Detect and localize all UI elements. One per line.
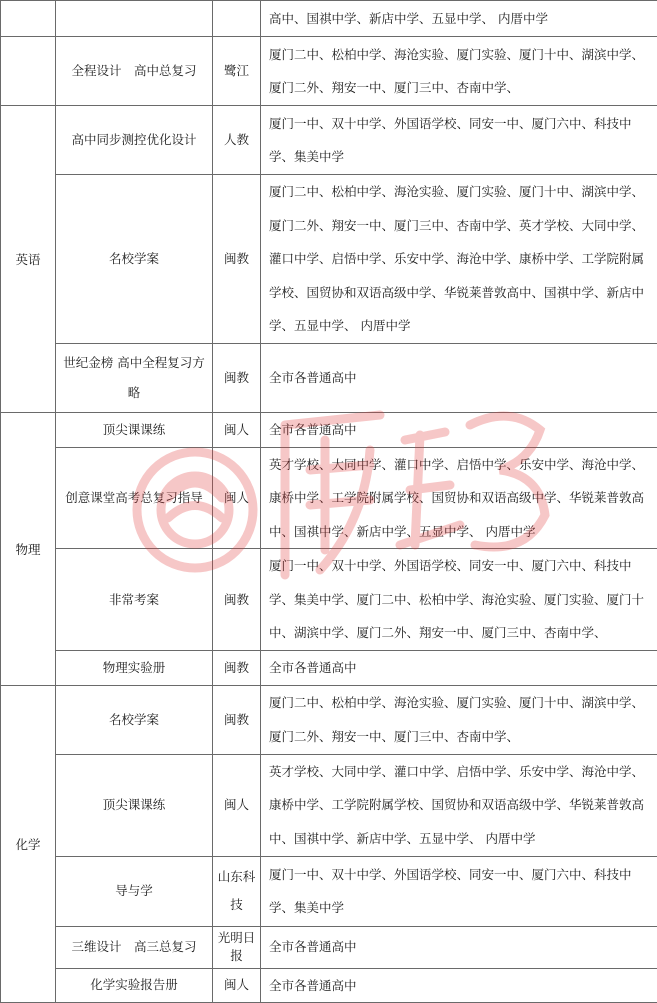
table-row — [1, 106, 657, 175]
table-row — [1, 37, 657, 106]
schools-cell: 全市各普通高中 — [261, 651, 657, 686]
table-row — [1, 549, 657, 651]
schools-cell: 全市各普通高中 — [261, 344, 657, 413]
book-cell: 三维设计 高三总复习 — [56, 926, 213, 968]
table-row — [1, 344, 657, 413]
publisher-cell: 光明日报 — [213, 926, 261, 968]
publisher-cell: 闽人 — [213, 968, 261, 1003]
book-cell: 顶尖课课练 — [56, 413, 213, 448]
publisher-cell: 闽教 — [213, 344, 261, 413]
publisher-cell: 闽教 — [213, 549, 261, 651]
book-cell: 名校学案 — [56, 175, 213, 344]
schools-cell: 英才学校、大同中学、灌口中学、启悟中学、乐安中学、海沧中学、康桥中学、工学院附属学校、国贸协和双语高级中学、华锐莱普敦高中、国祺中学、新店中学、五显中学、 内厝中学 — [261, 754, 657, 856]
book-cell — [56, 1, 213, 37]
book-cell: 物理实验册 — [56, 651, 213, 686]
table-row — [1, 685, 657, 754]
subject-cell-physics: 物理 — [1, 413, 56, 686]
book-cell: 全程设计 高中总复习 — [56, 37, 213, 106]
book-cell: 非常考案 — [56, 549, 213, 651]
schools-cell: 厦门一中、双十中学、外国语学校、同安一中、厦门六中、科技中学、集美中学 — [261, 106, 657, 175]
table-row — [1, 413, 657, 448]
table-row — [1, 1, 657, 37]
table-row — [1, 856, 657, 926]
publisher-cell: 人教 — [213, 106, 261, 175]
schools-cell: 厦门二中、松柏中学、海沧实验、厦门实验、厦门十中、湖滨中学、厦门二外、翔安一中、厦门三中、杏南中学、 — [261, 37, 657, 106]
schools-cell: 厦门一中、双十中学、外国语学校、同安一中、厦门六中、科技中学、集美中学 — [261, 856, 657, 926]
book-cell: 顶尖课课练 — [56, 754, 213, 856]
schools-cell: 厦门二中、松柏中学、海沧实验、厦门实验、厦门十中、湖滨中学、厦门二外、翔安一中、厦门三中、杏南中学、英才学校、大同中学、灌口中学、启悟中学、乐安中学、海沧中学、康桥中学、工学院附属学校、国贸协和双语高级中学、华锐莱普敦高中、国祺中学、新店中学、五显中学、 内厝中学 — [261, 175, 657, 344]
schools-cell: 厦门一中、双十中学、外国语学校、同安一中、厦门六中、科技中学、集美中学、厦门二中、松柏中学、海沧实验、厦门实验、厦门十中、湖滨中学、厦门二外、翔安一中、厦门三中、杏南中学、 — [261, 549, 657, 651]
book-cell: 高中同步测控优化设计 — [56, 106, 213, 175]
subject-cell — [1, 37, 56, 106]
book-cell: 世纪金榜 高中全程复习方略 — [56, 344, 213, 413]
publisher-cell: 闽人 — [213, 754, 261, 856]
schools-cell: 厦门二中、松柏中学、海沧实验、厦门实验、厦门十中、湖滨中学、厦门二外、翔安一中、厦门三中、杏南中学、 — [261, 685, 657, 754]
table-row — [1, 926, 657, 968]
book-cell: 导与学 — [56, 856, 213, 926]
subject-cell-chemistry: 化学 — [1, 685, 56, 1003]
table-row — [1, 651, 657, 686]
schools-cell: 高中、国祺中学、新店中学、五显中学、 内厝中学 — [261, 1, 657, 37]
publisher-cell: 闽教 — [213, 651, 261, 686]
book-cell: 创意课堂高考总复习指导 — [56, 447, 213, 549]
schools-cell: 全市各普通高中 — [261, 968, 657, 1003]
publisher-cell: 闽教 — [213, 685, 261, 754]
subject-cell — [1, 1, 56, 37]
publisher-cell: 鹭江 — [213, 37, 261, 106]
publisher-cell: 闽教 — [213, 175, 261, 344]
publisher-cell: 山东科技 — [213, 856, 261, 926]
table-row — [1, 175, 657, 344]
schools-cell: 英才学校、大同中学、灌口中学、启悟中学、乐安中学、海沧中学、康桥中学、工学院附属学校、国贸协和双语高级中学、华锐莱普敦高中、国祺中学、新店中学、五显中学、 内厝中学 — [261, 447, 657, 549]
table-row — [1, 968, 657, 1003]
schools-cell: 全市各普通高中 — [261, 413, 657, 448]
publisher-cell: 闽人 — [213, 447, 261, 549]
table-row — [1, 447, 657, 549]
table-row — [1, 754, 657, 856]
book-cell: 化学实验报告册 — [56, 968, 213, 1003]
schools-cell: 全市各普通高中 — [261, 926, 657, 968]
publisher-cell: 闽人 — [213, 413, 261, 448]
book-cell: 名校学案 — [56, 685, 213, 754]
subject-cell-english: 英语 — [1, 106, 56, 413]
publisher-cell — [213, 1, 261, 37]
